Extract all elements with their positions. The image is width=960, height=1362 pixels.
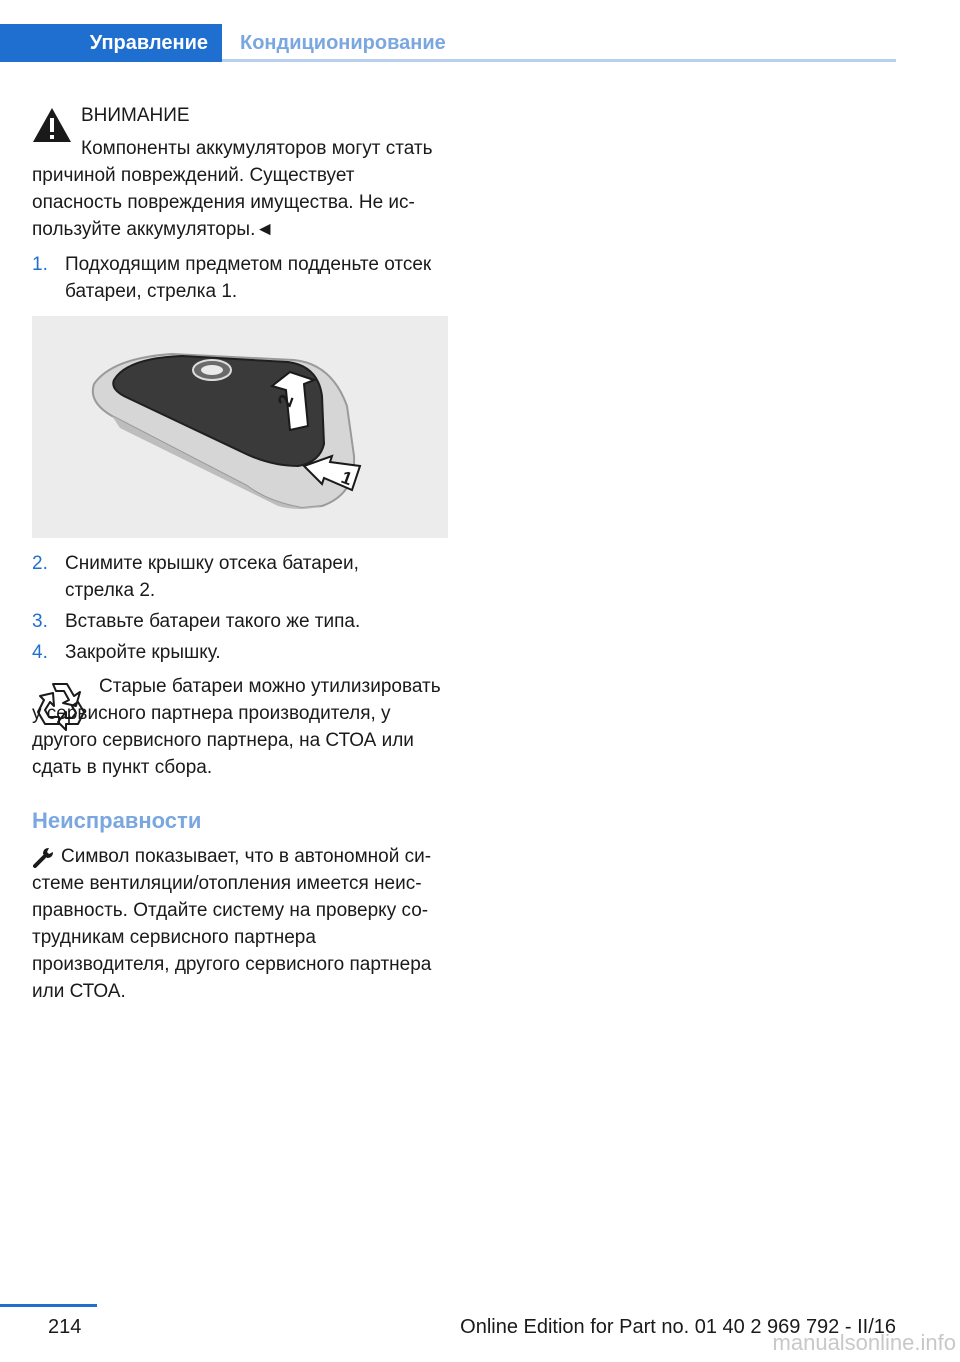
list-item xyxy=(32,639,452,666)
step-text: Снимите крышку отсека батареи, стрелка 2. xyxy=(65,553,359,601)
step-number: 2. xyxy=(32,553,48,574)
list-item xyxy=(32,251,452,305)
page-number: 214 xyxy=(48,1316,82,1338)
list-item xyxy=(32,550,452,604)
step-text: Вставьте батареи такого же типа. xyxy=(65,611,361,632)
key-battery-figure xyxy=(32,316,448,538)
arrow-1-label: 1 xyxy=(338,466,355,490)
list-item xyxy=(32,608,452,635)
header-chapter-tab: Управление xyxy=(0,24,222,62)
edition-info: Online Edition for Part no. 01 40 2 969 792 - II/16 xyxy=(460,1316,896,1338)
page-header xyxy=(0,24,896,62)
header-section-tab: Кондиционирование xyxy=(240,32,446,54)
warning-title: ВНИМАНИЕ xyxy=(81,105,190,126)
section-heading: Неисправности xyxy=(32,808,202,833)
warning-body: Компоненты аккумуляторов могут стать причиной повреждений. Существует опасность повреждения имущества. Не используйте аккумуляторы.◄ xyxy=(32,138,433,240)
step-text: Закройте крышку. xyxy=(65,642,221,663)
recycling-note: Старые батареи можно утилизировать у сервисного партнера производителя, у другого сервисного партнера, на СТОА или сдать в пункт сбора. xyxy=(32,676,441,778)
step-number: 4. xyxy=(32,642,48,663)
step-text: Подходящим предметом подденьте отсек батареи, стрелка 1. xyxy=(65,254,432,302)
header-rule xyxy=(222,59,896,62)
arrow-2-label: 2 xyxy=(274,391,299,410)
footer-rule xyxy=(0,1304,97,1307)
step-number: 1. xyxy=(32,254,48,275)
step-number: 3. xyxy=(32,611,48,632)
watermark: manualsonline.info xyxy=(772,1330,956,1355)
malfunction-text: Символ показывает, что в автономной системе вентиляции/отопления имеется неисправность. Отдайте систему на проверку сотрудникам сервисного партнера производителя, другого сервисного партнера или СТОА. xyxy=(32,846,432,1002)
key-fob-illustration xyxy=(32,316,448,538)
